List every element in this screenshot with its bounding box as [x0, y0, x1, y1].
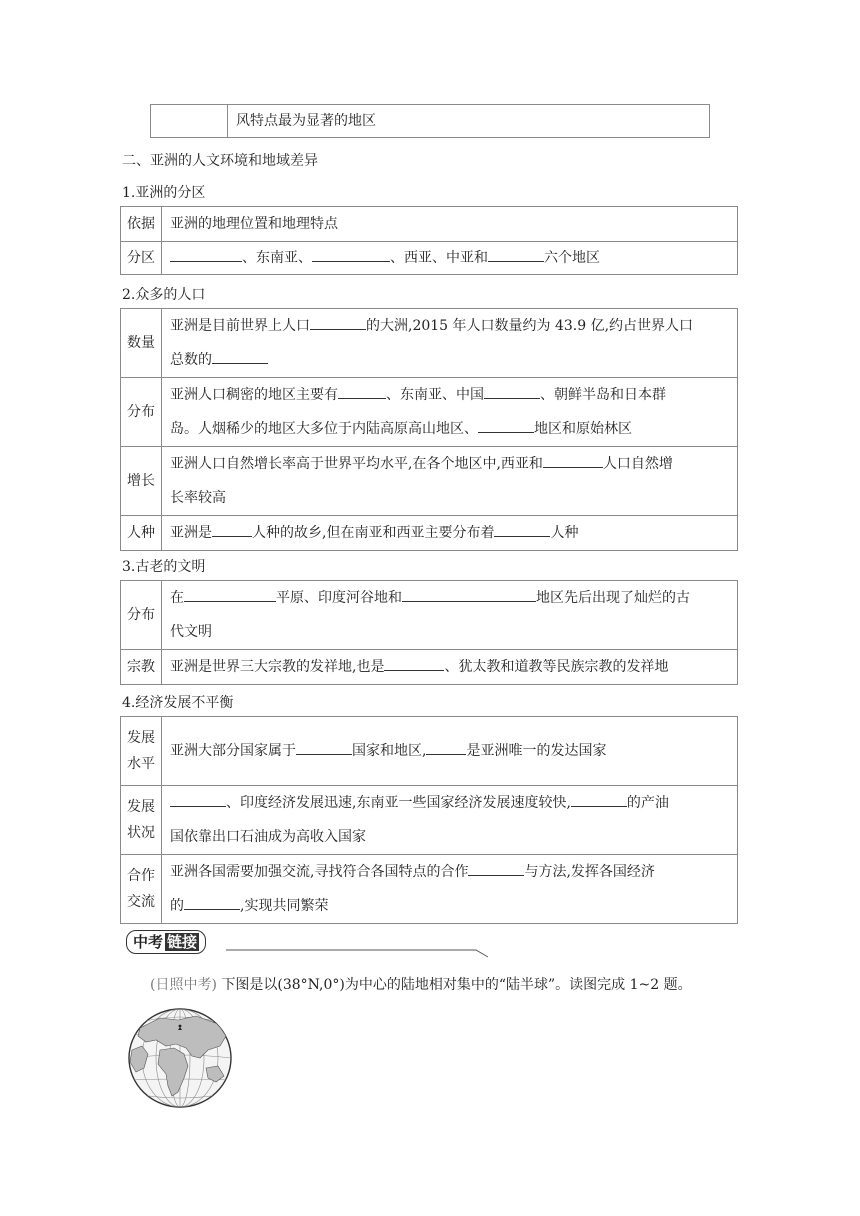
table-row — [121, 447, 738, 516]
fill-blank[interactable] — [170, 246, 242, 262]
fill-blank[interactable] — [296, 739, 352, 755]
fill-blank[interactable] — [184, 894, 240, 910]
row-label: 分布 — [121, 378, 162, 447]
row-label: 分布 — [121, 581, 162, 650]
row-content: 亚洲是目前世界上人口 的大洲,2015 年人口数量约为 43.9 亿,约占世界人口 总数的 — [162, 309, 738, 378]
fill-blank[interactable] — [212, 348, 268, 364]
row-label: 人种 — [121, 516, 162, 551]
row-label: 增长 — [121, 447, 162, 516]
fill-blank[interactable] — [170, 791, 226, 807]
table-row — [121, 855, 738, 924]
table-row — [121, 378, 738, 447]
fill-blank[interactable] — [494, 521, 550, 537]
fill-blank[interactable] — [310, 314, 366, 330]
sub3-title: 3.古老的文明 — [122, 559, 206, 575]
table-row — [121, 242, 738, 275]
sub1-table — [120, 206, 738, 275]
question-body: 下图是以(38°N,0°)为中心的陆地相对集中的“陆半球”。读图完成 1~2 题。 — [221, 977, 692, 993]
row-label: 依据 — [121, 207, 162, 242]
table-row — [121, 650, 738, 685]
land-hemisphere-globe — [126, 1006, 234, 1110]
row-content: 亚洲的地理位置和地理特点 — [162, 207, 738, 242]
row-label: 合作 交流 — [121, 855, 162, 924]
sub4-title: 4.经济发展不平衡 — [122, 695, 234, 711]
top-table — [150, 104, 710, 138]
row-content: 亚洲大部分国家属于 国家和地区, 是亚洲唯一的发达国家 — [162, 717, 738, 786]
table-row — [121, 581, 738, 650]
row-content: 在 平原、印度河谷地和 地区先后出现了灿烂的古 代文明 — [162, 581, 738, 650]
zhongkao-divider — [226, 944, 492, 960]
fill-blank[interactable] — [571, 791, 627, 807]
fill-blank[interactable] — [184, 586, 276, 602]
sub2-table — [120, 308, 738, 551]
fill-blank[interactable] — [426, 739, 466, 755]
fill-blank[interactable] — [543, 452, 603, 468]
fill-blank[interactable] — [402, 586, 536, 602]
question-text — [150, 974, 692, 994]
zhongkao-badge: 中考 链接 — [126, 930, 206, 954]
row-content: 亚洲人口自然增长率高于世界平均水平,在各个地区中,西亚和 人口自然增 长率较高 — [162, 447, 738, 516]
sub4-table — [120, 716, 738, 924]
fill-blank[interactable] — [338, 383, 386, 399]
text-fragment: 、东南亚、 — [242, 250, 312, 266]
fill-blank[interactable] — [478, 417, 534, 433]
row-content: 亚洲各国需要加强交流,寻找符合各国特点的合作 与方法,发挥各国经济 的 ,实现共同繁荣 — [162, 855, 738, 924]
table-row — [121, 786, 738, 855]
row-content: 亚洲人口稠密的地区主要有 、东南亚、中国 、朝鲜半岛和日本群 岛。人烟稀少的地区大多位于内陆高原高山地区、 地区和原始林区 — [162, 378, 738, 447]
question-source: (日照中考) — [150, 977, 217, 993]
fill-blank[interactable] — [212, 521, 252, 537]
fill-blank[interactable] — [468, 860, 524, 876]
row-label: 发展 水平 — [121, 717, 162, 786]
row-content: 、印度经济发展迅速,东南亚一些国家经济发展速度较快, 的产油 国依靠出口石油成为高收入国家 — [162, 786, 738, 855]
row-label: 数量 — [121, 309, 162, 378]
text-fragment: 六个地区 — [544, 250, 600, 266]
table-row — [121, 717, 738, 786]
sub3-table — [120, 580, 738, 685]
zhongkao-header — [126, 930, 206, 954]
table-row — [121, 207, 738, 242]
row-label: 分区 — [121, 242, 162, 275]
table-row — [121, 516, 738, 551]
fill-blank[interactable] — [384, 655, 444, 671]
row-content: 亚洲是 人种的故乡,但在南亚和西亚主要分布着 人种 — [162, 516, 738, 551]
sub1-title: 1.亚洲的分区 — [122, 185, 206, 201]
text-fragment: 、西亚、中亚和 — [390, 250, 488, 266]
section-two-title: 二、亚洲的人文环境和地域差异 — [122, 153, 318, 169]
table-row — [121, 309, 738, 378]
row-label: 发展 状况 — [121, 786, 162, 855]
top-table-left-cell — [151, 105, 228, 138]
sub2-title: 2.众多的人口 — [122, 287, 206, 303]
fill-blank[interactable] — [488, 246, 544, 262]
row-content — [162, 242, 738, 275]
top-table-right-cell: 风特点最为显著的地区 — [228, 105, 710, 138]
fill-blank[interactable] — [484, 383, 540, 399]
row-label: 宗教 — [121, 650, 162, 685]
fill-blank[interactable] — [312, 246, 390, 262]
row-content: 亚洲是世界三大宗教的发祥地,也是 、犹太教和道教等民族宗教的发祥地 — [162, 650, 738, 685]
